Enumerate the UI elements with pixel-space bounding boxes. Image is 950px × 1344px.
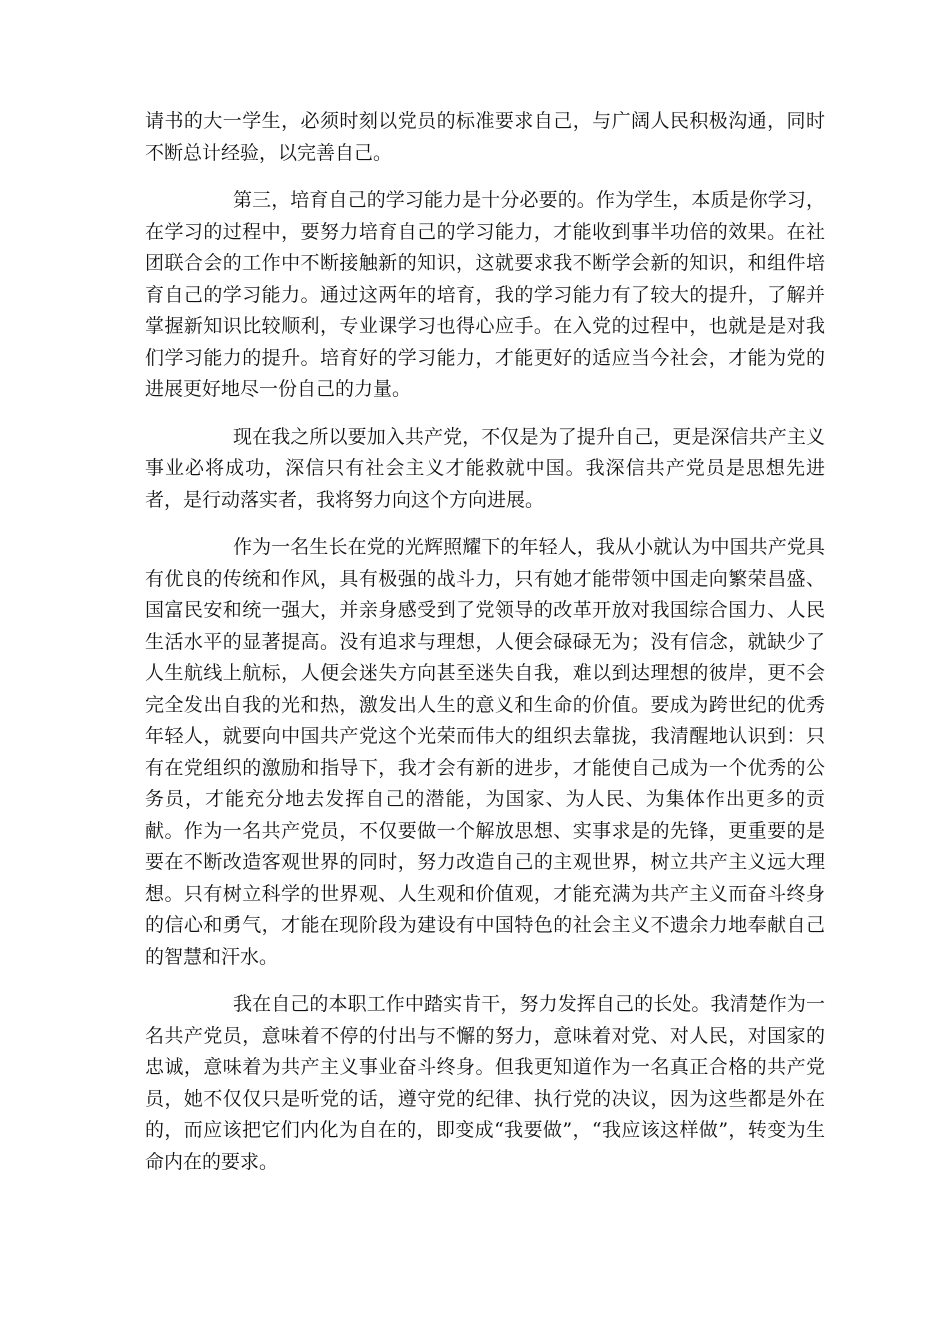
paragraph-5: 我在自己的本职工作中踏实肯干，努力发挥自己的长处。我清楚作为一名共产党员，意味着不停的付出与不懈的努力，意味着对党、对人民，对国家的忠诚，意味着为共产主义事业奋斗终身。但我更知道作为一名真正合格的共产党员，她不仅仅只是听党的话，遵守党的纪律、执行党的决议，因为这些都是外在的，而应该把它们内化为自在的，即变成“我要做”，“我应该这样做”，转变为生命内在的要求。 [145,993,825,1173]
paragraph-1: 请书的大一学生，必须时刻以党员的标准要求自己，与广阔人民积极沟通，同时不断总计经验，以完善自己。 [145,110,825,164]
paragraph-4: 作为一名生长在党的光辉照耀下的年轻人，我从小就认为中国共产党具有优良的传统和作风，具有极强的战斗力，只有她才能带领中国走向繁荣昌盛、国富民安和统一强大，并亲身感受到了党领导的改革开放对我国综合国力、人民生活水平的显著提高。没有追求与理想，人便会碌碌无为；没有信念，就缺少了人生航线上航标，人便会迷失方向甚至迷失自我，难以到达理想的彼岸，更不会完全发出自我的光和热，激发出人生的意义和生命的价值。要成为跨世纪的优秀年轻人，就要向中国共产党这个光荣而伟大的组织去靠拢，我清醒地认识到：只有在党组织的激励和指导下，我才会有新的进步，才能使自己成为一个优秀的公务员，才能充分地去发挥自己的潜能，为国家、为人民、为集体作出更多的贡献。作为一名共产党员，不仅要做一个解放思想、实事求是的先锋，更重要的是要在不断改造客观世界的同时，努力改造自己的主观世界，树立共产主义远大理想。只有树立科学的世界观、人生观和价值观，才能充满为共产主义而奋斗终身的信心和勇气，才能在现阶段为建设有中国特色的社会主义不遗余力地奉献自己的智慧和汗水。 [145,536,825,968]
document-page [145,106,825,1178]
paragraph-2: 第三，培育自己的学习能力是十分必要的。作为学生，本质是你学习，在学习的过程中，要努力培育自己的学习能力，才能收到事半功倍的效果。在社团联合会的工作中不断接触新的知识，这就要求我不断学会新的知识，和组件培育自己的学习能力。通过这两年的培育，我的学习能力有了较大的提升，了解并掌握新知识比较顺利，专业课学习也得心应手。在入党的过程中，也就是是对我们学习能力的提升。培育好的学习能力，才能更好的适应当今社会，才能为党的进展更好地尽一份自己的力量。 [145,189,825,400]
paragraph-3: 现在我之所以要加入共产党，不仅是为了提升自己，更是深信共产主义事业必将成功，深信只有社会主义才能救就中国。我深信共产党员是思想先进者，是行动落实者，我将努力向这个方向进展。 [145,425,825,511]
